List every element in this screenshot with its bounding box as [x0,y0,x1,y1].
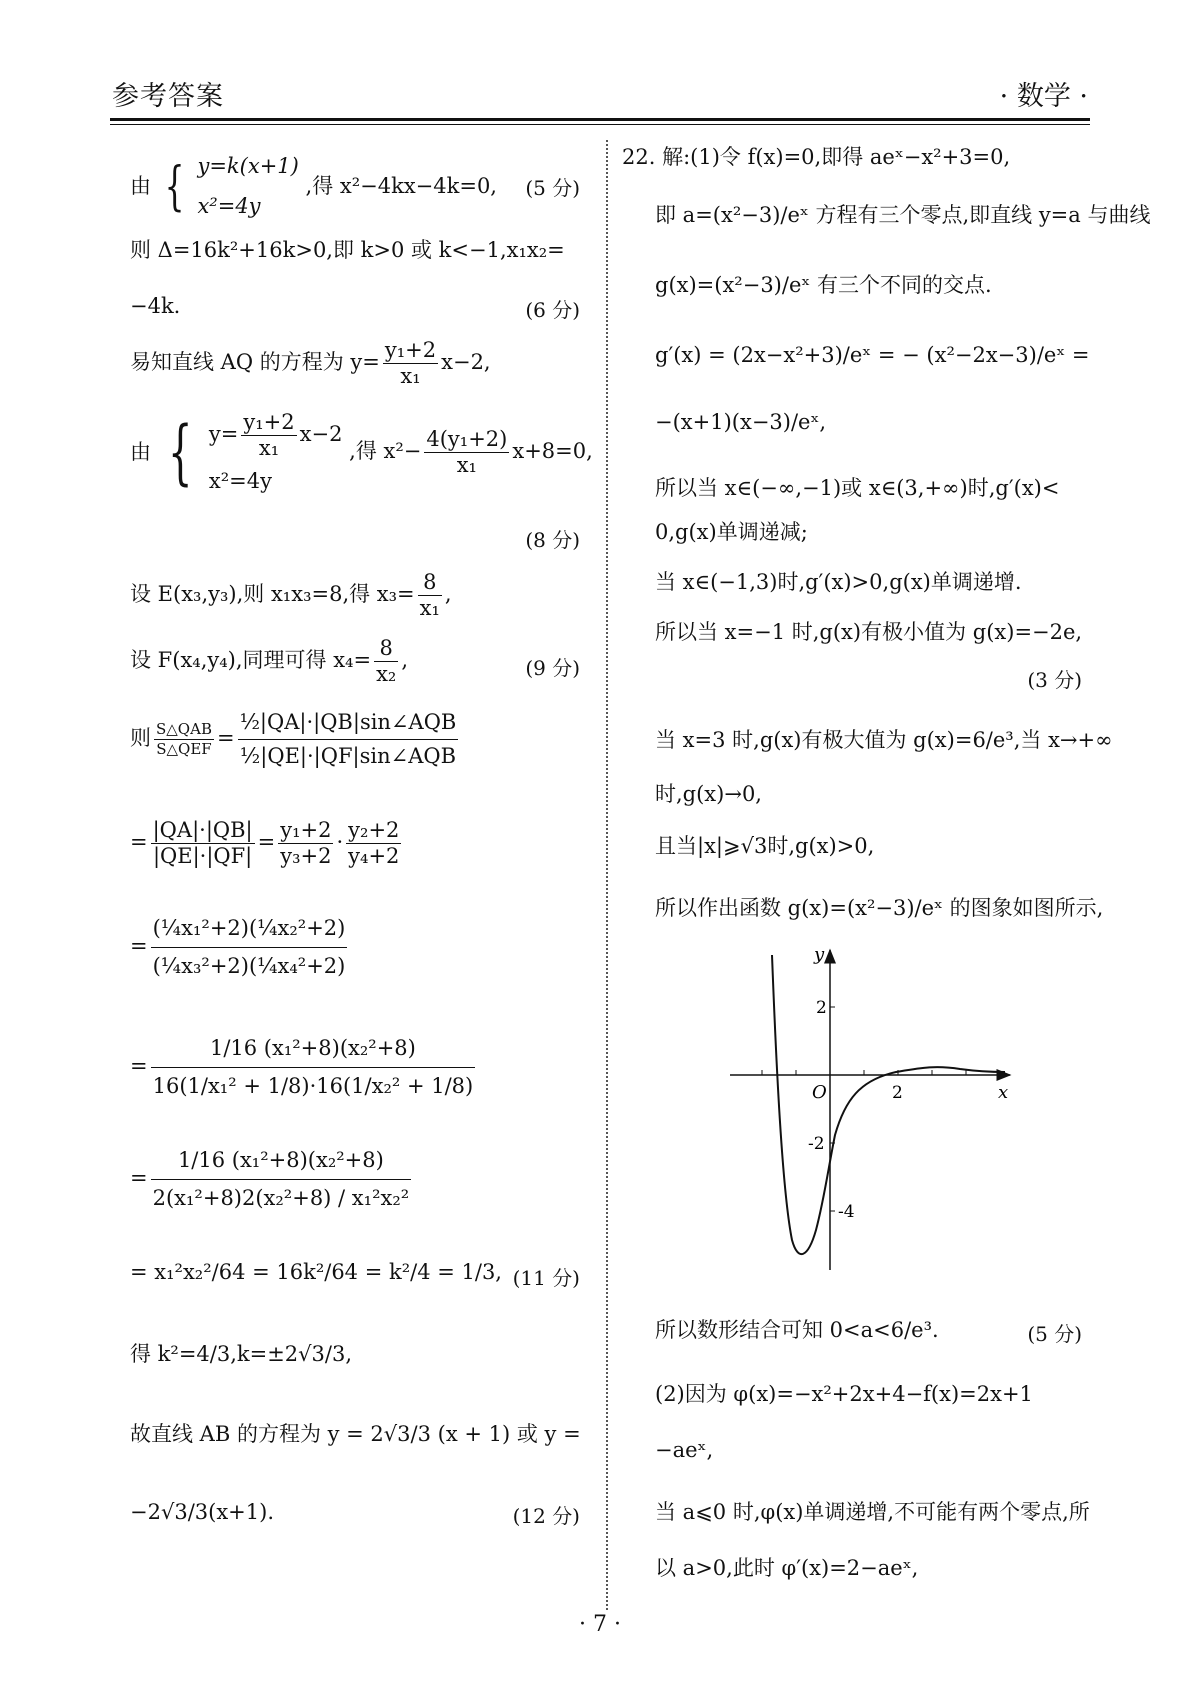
header-rule-thin [110,124,1090,125]
fraction-numerator: y₁+2 [280,818,332,842]
text-run: ,得 x²− [349,438,422,463]
fraction-numerator: y₂+2 [348,818,400,842]
y-tick-label: -4 [838,1202,855,1222]
system-eq-a: y=k(x+1) [197,154,299,178]
system-result: ,得 x²−4kx−4k=0, [305,174,497,199]
y-axis-label: y [814,944,825,965]
case-line: 当 a⩽0 时,φ(x)单调递增,不可能有两个零点,所 [655,1500,1090,1524]
text-run: x+8=0, [512,438,593,463]
fraction-numerator: y₁+2 [384,338,437,362]
text-run: , [401,648,409,672]
fraction-denominator: |QE|·|QF| [152,844,253,868]
fraction-numerator: (¼x₁²+2)(¼x₂²+2) [151,918,348,948]
area-ratio-line: 则 $\frac{\text{S△QAB}}{\text{S△QEF}}$ = $\frac{\text{½|QA|·|QB|sin∠AQB}}{\text{½|QE|·|QF|sin∠AQB}}$ [130,710,457,768]
text-run: y= [208,422,239,446]
conclusion-line: 所以数形结合可知 0<a<6/e³. [655,1318,939,1342]
ratio-result: = x₁²x₂²/64 = 16k²/64 = k²/4 = 1/3, [130,1260,502,1284]
fraction-numerator: 4(y₁+2) [426,426,508,451]
score-mark: (12 分) [512,1504,580,1528]
score-mark: (9 分) [525,656,580,680]
monotonic-line: 所以当 x∈(−∞,−1)或 x∈(3,+∞)时,g′(x)< [655,476,1060,500]
y-tick-label: -2 [808,1134,825,1154]
system-eq-b: x²=4y [197,193,261,218]
score-mark: (5 分) [525,176,580,200]
case-line-cont: 以 a>0,此时 φ′(x)=2−aeˣ, [655,1556,919,1580]
text-run: 设 E(x₃,y₃),则 x₁x₃=8,得 x₃= [130,582,415,606]
system-prefix: 由 [130,174,151,199]
text-run: 设 F(x₄,y₄),同理可得 x₄= [130,648,372,672]
g-curve [772,955,1005,1254]
limit-line: 时,g(x)→0, [655,782,762,806]
header-title: 参考答案 [112,81,224,112]
fraction-denominator: 16(1/x₁² + 1/8)·16(1/x₂² + 1/8) [152,1074,474,1098]
ratio-step-4: = $\frac{\text{1/16 (x₁²+8)(x₂²+8)}}{\text{2(x₁²+8)2(x₂²+8) / x₁²x₂²}}$ [130,1148,410,1210]
point-f-line [130,638,408,685]
fraction-numerator: 8 [374,638,398,662]
point-e-line [130,572,452,619]
score-mark: (8 分) [525,528,580,552]
y-tick-label: 2 [816,998,827,1018]
header-subject: · 数学 · [999,81,1088,112]
text-run: x−2, [441,350,491,374]
fraction-denominator: x₁ [400,364,421,388]
fraction-denominator: y₄+2 [348,844,400,868]
discriminant-line: 则 Δ=16k²+16k>0,即 k>0 或 k<−1,x₁x₂= [130,238,565,262]
header-rule-thick [110,118,1090,121]
text-run: 则 [130,726,151,750]
fraction-denominator: ½|QE|·|QF|sin∠AQB [239,744,457,768]
line-ab-equation: 故直线 AB 的方程为 y = 2√3/3 (x + 1) 或 y = [130,1422,581,1446]
brace-icon: { [164,156,185,217]
origin-label: O [812,1082,827,1103]
derivative-line-cont: −(x+1)(x−3)/eˣ, [655,410,827,434]
solution-line: g(x)=(x²−3)/eˣ 有三个不同的交点. [655,273,992,297]
positive-line: 且当|x|⩾√3时,g(x)>0, [655,834,875,858]
graph-intro-line: 所以作出函数 g(x)=(x²−3)/eˣ 的图象如图所示, [655,896,1104,920]
function-graph [720,940,1020,1280]
brace-icon: { [167,411,193,493]
column-divider [606,140,608,1610]
fraction-numerator: y₁+2 [243,410,295,434]
equation-system-2 [130,412,593,492]
ratio-step-3: = $\frac{\text{1/16 (x₁²+8)(x₂²+8)}}{\text{16(1/x₁² + 1/8)·16(1/x₂² + 1/8)}}$ [130,1036,474,1098]
fraction-denominator: (¼x₃²+2)(¼x₄²+2) [152,954,346,978]
part-2-line: (2)因为 φ(x)=−x²+2x+4−f(x)=2x+1 [655,1382,1033,1406]
fraction-denominator: x₁ [456,452,477,477]
score-mark: (5 分) [1027,1322,1082,1346]
page-number: · 7 · [579,1612,621,1637]
problem-22-start: 22. 解:(1)令 f(x)=0,即得 aeˣ−x²+3=0, [622,145,1011,169]
text-run: , [444,582,452,606]
fraction-numerator: 1/16 (x₁²+8)(x₂²+8) [151,1038,476,1068]
ratio-step-1: = $\frac{|QA|\cdot|QB|}{|QE|\cdot|QF|}$ = $\frac{\text{y₁+2}}{\text{y₃+2}}$ · $\frac{\text{y₂+2}}{\text{y₄+2}}$ [130,818,400,868]
fraction-denominator: x₂ [376,662,397,686]
solution-line: 即 a=(x²−3)/eˣ 方程有三个零点,即直线 y=a 与曲线 [655,203,1151,227]
k-value-line: 得 k²=4/3,k=±2√3/3, [130,1342,353,1366]
text-run: 易知直线 AQ 的方程为 y= [130,350,380,374]
fraction-numerator: |QA|·|QB| [152,818,253,842]
ratio-step-2: = $\frac{\text{(¼x₁²+2)(¼x₂²+2)}}{\text{(¼x₃²+2)(¼x₄²+2)}}$ [130,916,346,978]
fraction-denominator: S△QEF [156,740,212,758]
score-mark: (6 分) [525,298,580,322]
fraction-denominator: x₁ [258,436,280,460]
part-2-line-cont: −aeˣ, [655,1438,714,1462]
text-run: = [130,830,148,854]
increasing-line: 当 x∈(−1,3)时,g′(x)>0,g(x)单调递增. [655,570,1022,594]
fraction-numerator: 8 [418,572,442,596]
text-run: x−2 [299,422,343,446]
line-ab-equation-cont: −2√3/3(x+1). [130,1500,274,1524]
system-prefix: 由 [130,439,151,464]
line-aq-equation [130,340,491,387]
fraction-denominator: x₁ [419,596,440,620]
score-mark: (3 分) [1027,668,1082,692]
x-tick-label: 2 [892,1083,903,1103]
derivative-line: g′(x) = (2x−x²+3)/eˣ = − (x²−2x−3)/eˣ = [655,343,1090,367]
fraction-denominator: 2(x₁²+8)2(x₂²+8) / x₁²x₂² [152,1186,410,1210]
fraction-numerator: S△QAB [156,720,212,738]
fraction-numerator: ½|QA|·|QB|sin∠AQB [238,712,459,740]
fraction-numerator: 1/16 (x₁²+8)(x₂²+8) [151,1150,412,1180]
maximum-line: 当 x=3 时,g(x)有极大值为 g(x)=6/e³,当 x→+∞ [655,728,1113,752]
minimum-line: 所以当 x=−1 时,g(x)有极小值为 g(x)=−2e, [655,620,1083,644]
x-axis-label: x [998,1082,1009,1103]
system-eq-b: x²=4y [208,469,273,493]
fraction-denominator: y₃+2 [280,844,332,868]
score-mark: (11 分) [512,1266,580,1290]
monotonic-line-cont: 0,g(x)单调递减; [655,520,808,544]
equation-system-1 [130,147,497,227]
product-line: −4k. [130,294,181,318]
